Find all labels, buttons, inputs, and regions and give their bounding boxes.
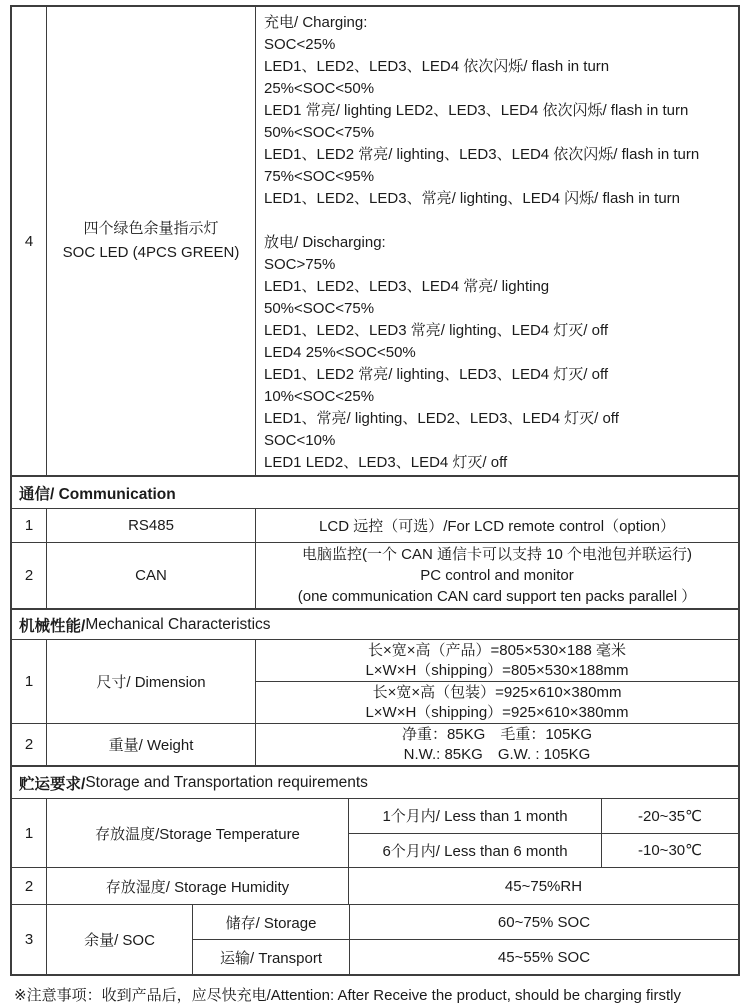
- table-row-dimension: [12, 639, 738, 723]
- storage-temperature-subrow-1month: [349, 799, 738, 833]
- can-value-cell: [255, 543, 738, 608]
- charging-line: LED1 常亮/ lighting LED2、LED3、LED4 依次闪烁/ flash in turn: [264, 102, 689, 119]
- table-row-storage-humidity: [12, 867, 738, 904]
- charging-line: 充电/ Charging:: [264, 14, 368, 31]
- dimension-product-subrow: [256, 640, 738, 681]
- charging-line: LED1、LED2、LED3、常亮/ lighting、LED4 闪烁/ flash in turn: [264, 190, 681, 207]
- dimension-package-cell: [256, 682, 738, 723]
- row-number: 2: [24, 567, 34, 584]
- dimension-package-line-zh: 长×宽×高（包装）=925×610×380mm: [372, 683, 622, 701]
- can-value-line: 电脑监控(一个 CAN 通信卡可以支持 10 个电池包并联运行): [301, 546, 693, 563]
- can-name-cell: CAN: [46, 543, 255, 608]
- discharging-line: LED1 LED2、LED3、LED4 灯灭/ off: [264, 454, 508, 471]
- discharging-line: 放电/ Discharging:: [264, 234, 386, 251]
- soc-led-name-zh: 四个绿色余量指示灯: [83, 220, 219, 237]
- dimension-name-cell: 尺寸/ Dimension: [46, 640, 255, 723]
- row-number: 3: [24, 931, 34, 948]
- table-row-soc-led: [12, 7, 738, 475]
- section-header-storage: [12, 765, 738, 798]
- discharging-line: LED1、LED2 常亮/ lighting、LED3、LED4 灯灭/ off: [264, 366, 609, 383]
- discharging-line: SOC<10%: [264, 432, 336, 449]
- dimension-package-subrow: [256, 681, 738, 723]
- storage-temperature-name-cell: 存放温度/Storage Temperature: [46, 799, 348, 867]
- weight-value-line-zh: 净重：85KG 毛重：105KG: [401, 725, 593, 743]
- section-header-mechanical-label-zh: 机械性能/: [19, 617, 86, 635]
- section-header-mechanical-label-en: Mechanical Characteristics: [85, 615, 271, 633]
- rs485-name-cell: RS485: [46, 509, 255, 542]
- discharging-line: LED4 25%<SOC<50%: [264, 344, 416, 361]
- soc-mode-cell: 运输/ Transport: [220, 949, 322, 967]
- table-row-can: [12, 542, 738, 608]
- soc-led-name-cell: [46, 7, 255, 475]
- dimension-package-line-en: L×W×H（shipping）=925×610×380mm: [365, 703, 629, 721]
- section-header-communication-label: 通信/ Communication: [19, 485, 176, 503]
- dimension-product-cell: [256, 640, 738, 681]
- soc-led-name-en: SOC LED (4PCS GREEN): [62, 244, 240, 261]
- discharging-line: LED1、常亮/ lighting、LED2、LED3、LED4 灯灭/ off: [264, 410, 619, 427]
- section-header-storage-label-en: Storage and Transportation requirements: [85, 773, 368, 791]
- storage-humidity-name-cell: 存放湿度/ Storage Humidity: [46, 868, 348, 904]
- discharging-line: SOC>75%: [264, 256, 336, 273]
- dimension-product-line-en: L×W×H（shipping）=805×530×188mm: [365, 661, 629, 679]
- discharging-line: LED1、LED2、LED3、LED4 常亮/ lighting: [264, 278, 550, 295]
- soc-stack: [192, 905, 738, 974]
- can-value-line: (one communication CAN card support ten packs parallel ）: [297, 588, 697, 605]
- soc-subrow-storage: [193, 905, 738, 939]
- storage-temperature-stack: [348, 799, 738, 867]
- table-row-soc: [12, 904, 738, 974]
- discharging-line: LED1、LED2、LED3 常亮/ lighting、LED4 灯灭/ off: [264, 322, 609, 339]
- soc-name-cell: 余量/ SOC: [46, 905, 192, 974]
- discharging-block: [264, 232, 619, 474]
- weight-value-cell: [255, 724, 738, 765]
- temperature-period-cell: 1个月内/ Less than 1 month: [382, 808, 568, 826]
- can-value-line: PC control and monitor: [420, 567, 574, 584]
- soc-mode-cell: 储存/ Storage: [225, 914, 317, 932]
- temperature-range-cell: -10~30℃: [601, 834, 738, 868]
- table-row-rs485: [12, 508, 738, 542]
- discharging-line: 50%<SOC<75%: [264, 300, 375, 317]
- charging-line: LED1、LED2 常亮/ lighting、LED3、LED4 依次闪烁/ flash in turn: [264, 146, 700, 163]
- storage-humidity-value-cell: 45~75%RH: [348, 868, 738, 904]
- table-row-weight: [12, 723, 738, 765]
- charging-block: [264, 12, 699, 210]
- temperature-range-cell: -20~35℃: [601, 799, 738, 833]
- charging-line: 75%<SOC<95%: [264, 168, 375, 185]
- row-number: 1: [24, 517, 34, 534]
- temperature-period-cell: 6个月内/ Less than 6 month: [382, 842, 568, 860]
- soc-led-description-cell: [255, 7, 738, 475]
- section-header-mechanical: [12, 608, 738, 639]
- section-header-storage-label-zh: 贮运要求/: [19, 775, 86, 793]
- attention-note: ※注意事项：收到产品后，应尽快充电/Attention: After Receive the product, should be charging firstly: [14, 987, 681, 1004]
- storage-temperature-subrow-6month: [349, 833, 738, 868]
- row-number: 1: [24, 673, 34, 690]
- row-number: 1: [24, 824, 34, 842]
- rs485-value-cell: LCD 远控（可选）/For LCD remote control（option）: [255, 509, 738, 542]
- dimension-product-line-zh: 长×宽×高（产品）=805×530×188 毫米: [367, 641, 627, 659]
- soc-subrow-transport: [193, 939, 738, 974]
- weight-value-line-en: N.W.: 85KG G.W. : 105KG: [403, 745, 591, 763]
- charging-line: 25%<SOC<50%: [264, 80, 375, 97]
- charging-line: SOC<25%: [264, 36, 336, 53]
- row-number: 2: [24, 736, 34, 753]
- spec-table: [10, 5, 740, 976]
- section-header-communication: [12, 475, 738, 508]
- soc-range-cell: 60~75% SOC: [349, 905, 738, 939]
- table-row-storage-temperature: [12, 798, 738, 867]
- charging-line: LED1、LED2、LED3、LED4 依次闪烁/ flash in turn: [264, 58, 610, 75]
- row-number: 4: [24, 232, 34, 250]
- discharging-line: 10%<SOC<25%: [264, 388, 375, 405]
- row-number: 2: [24, 877, 34, 895]
- dimension-values-stack: [255, 640, 738, 723]
- weight-name-cell: 重量/ Weight: [46, 724, 255, 765]
- soc-range-cell: 45~55% SOC: [349, 940, 738, 974]
- charging-line: 50%<SOC<75%: [264, 124, 375, 141]
